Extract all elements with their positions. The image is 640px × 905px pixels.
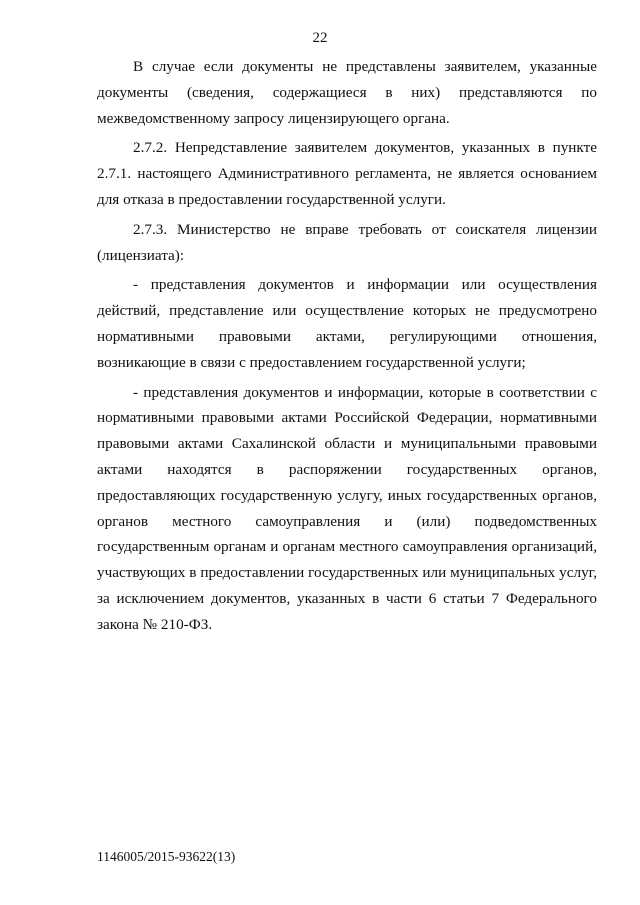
document-registration-code: 1146005/2015-93622(13) xyxy=(97,849,236,864)
paragraph-documents-interagency-request: В случае если документы не представлены заявителем, указанные документы (сведения, содержащиеся в них) представляются по межведомственному запросу лицензирующего органа. xyxy=(97,58,597,127)
paragraph-2-7-2: 2.7.2. Непредставление заявителем документов, указанных в пункте 2.7.1. настоящего Административного регламента, не является основанием для отказа в предоставлении государственной услуги. xyxy=(97,139,597,208)
list-item-documents-held-by-agencies: - представления документов и информации, которые в соответствии с нормативными правовыми актами Российской Федерации, нормативными правовыми актами Сахалинской области и муниципальными правовыми актами находятся в распоряжении государственных органов, предоставляющих государственную услугу, иных государственных органов, органов местного самоуправления и (или) подведомственных государственным органам и органам местного самоуправления организаций, участвующих в предоставлении государственных или муниципальных услуг, за исключением документов, указанных в части 6 статьи 7 Федерального закона № 210-ФЗ. xyxy=(97,383,597,633)
page-number: 22 xyxy=(312,30,328,46)
paragraph-2-7-3: 2.7.3. Министерство не вправе требовать от соискателя лицензии (лицензиата): xyxy=(97,220,597,264)
document-body xyxy=(97,54,597,642)
list-item-actions-not-required: - представления документов и информации или осуществления действий, представление или осуществление которых не предусмотрено нормативными правовыми актами, регулирующими отношения, возникающие в связи с предоставлением государственной услуги; xyxy=(97,276,597,371)
